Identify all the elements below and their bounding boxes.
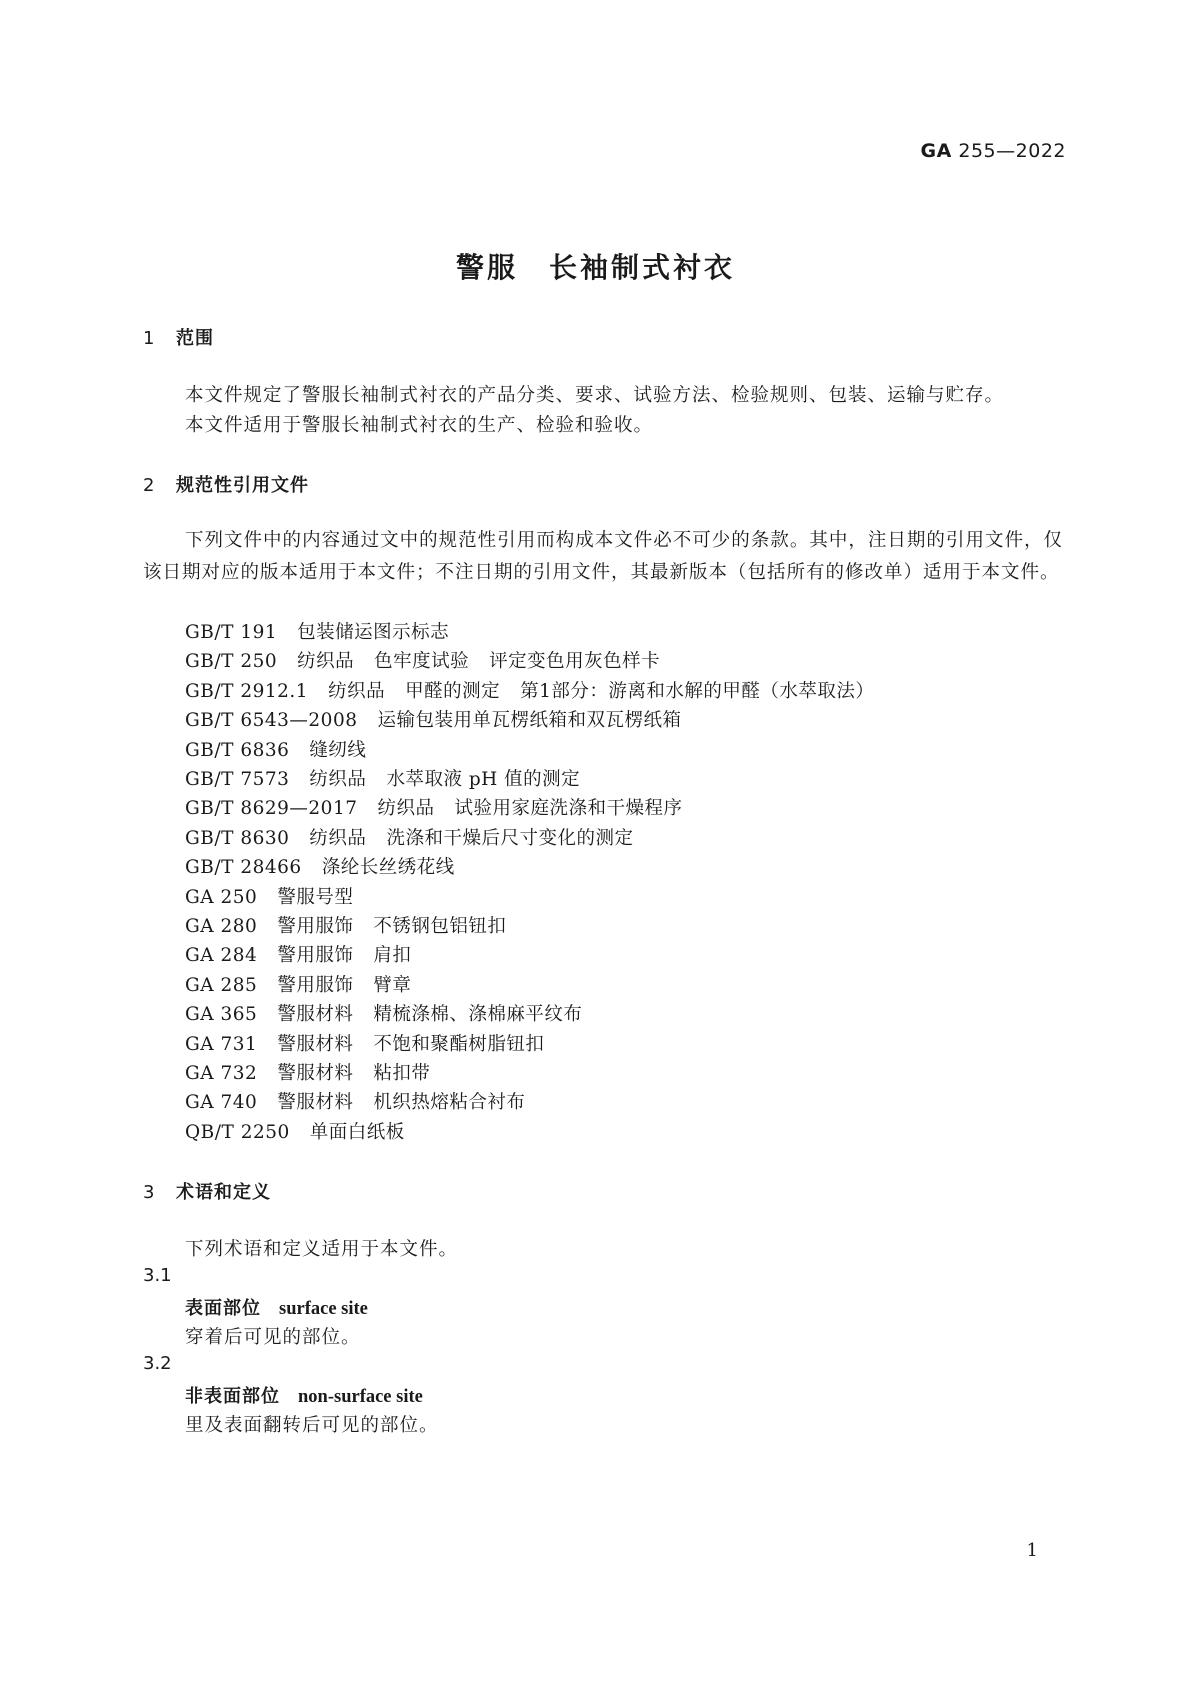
reference-title-part: 警服材料 bbox=[277, 1004, 354, 1026]
section-title: 范围 bbox=[176, 328, 214, 349]
reference-item bbox=[185, 794, 683, 820]
reference-title-part: 纺织品 bbox=[328, 680, 386, 702]
reference-code: GB/T 6543—2008 bbox=[185, 710, 358, 732]
section-2-intro: 下列文件中的内容通过文中的规范性引用而构成本文件必不可少的条款。其中，注日期的引用文件，仅该日期对应的版本适用于本文件；不注日期的引用文件，其最新版本（包括所有的修改单）适用于本文件。 bbox=[143, 530, 1063, 583]
document-code-number: 255—2022 bbox=[958, 140, 1066, 162]
reference-title-part: 涤纶长丝绣花线 bbox=[321, 857, 455, 879]
reference-item bbox=[185, 1118, 405, 1144]
section-1-paragraph: 本文件规定了警服长袖制式衬衣的产品分类、要求、试验方法、检验规则、包装、运输与贮存。 bbox=[185, 385, 1005, 406]
reference-title-part: 警用服饰 bbox=[277, 974, 354, 996]
term-en: surface site bbox=[279, 1299, 368, 1319]
reference-item bbox=[185, 1059, 430, 1085]
reference-item bbox=[185, 647, 660, 673]
reference-code: GA 285 bbox=[185, 974, 258, 996]
reference-title-part: 纺织品 bbox=[297, 651, 355, 673]
document-title: 警服 长袖制式衬衣 bbox=[455, 251, 735, 284]
reference-title-part: 警服号型 bbox=[277, 886, 354, 908]
reference-title-part: 不饱和聚酯树脂钮扣 bbox=[373, 1033, 545, 1055]
reference-title-part: 警服材料 bbox=[277, 1033, 354, 1055]
reference-item bbox=[185, 765, 580, 791]
section-3-heading bbox=[143, 1178, 271, 1204]
section-number: 2 bbox=[143, 475, 156, 496]
reference-item bbox=[185, 1000, 582, 1026]
reference-code: GB/T 6836 bbox=[185, 739, 290, 761]
reference-title-part: 机织热熔粘合衬布 bbox=[373, 1092, 526, 1114]
section-1-heading bbox=[143, 324, 214, 350]
reference-code: GB/T 8630 bbox=[185, 827, 290, 849]
reference-item bbox=[185, 1088, 525, 1114]
reference-item bbox=[185, 706, 682, 732]
reference-item bbox=[185, 1030, 544, 1056]
reference-title-part: 警用服饰 bbox=[277, 945, 354, 967]
reference-item bbox=[185, 736, 366, 762]
reference-code: QB/T 2250 bbox=[185, 1121, 290, 1143]
section-number: 3 bbox=[143, 1182, 156, 1203]
reference-title-part: 臂章 bbox=[373, 974, 412, 996]
reference-title-part: 警服材料 bbox=[277, 1092, 354, 1114]
reference-title-part: 第1部分：游离和水解的甲醛（水萃取法） bbox=[520, 680, 875, 702]
section-title: 术语和定义 bbox=[176, 1182, 271, 1203]
reference-code: GB/T 7573 bbox=[185, 769, 290, 790]
section-1-paragraph: 本文件适用于警服长袖制式衬衣的生产、检验和验收。 bbox=[185, 415, 654, 436]
clause-number: 3.2 bbox=[143, 1353, 172, 1374]
reference-title-part: 单面白纸板 bbox=[309, 1121, 405, 1143]
term-zh: 表面部位 bbox=[185, 1298, 261, 1319]
reference-title-part: 纺织品 bbox=[377, 798, 435, 820]
reference-item bbox=[185, 883, 353, 909]
reference-title-part: 色牢度试验 bbox=[374, 651, 470, 673]
reference-title-part: 粘扣带 bbox=[373, 1063, 431, 1084]
reference-item bbox=[185, 971, 411, 997]
page-number: 1 bbox=[1026, 1540, 1038, 1561]
reference-code: GA 731 bbox=[185, 1033, 258, 1055]
term-en: non-surface site bbox=[298, 1387, 423, 1407]
reference-code: GA 740 bbox=[185, 1092, 258, 1114]
section-2-heading bbox=[143, 471, 309, 497]
reference-title-part: 甲醛的测定 bbox=[405, 680, 501, 702]
reference-title-part: 警服材料 bbox=[277, 1063, 354, 1084]
reference-code: GA 365 bbox=[185, 1004, 258, 1026]
term-definition: 里及表面翻转后可见的部位。 bbox=[185, 1415, 439, 1436]
term-zh: 非表面部位 bbox=[185, 1386, 280, 1407]
reference-item bbox=[185, 853, 455, 879]
section-title: 规范性引用文件 bbox=[176, 475, 309, 496]
term-heading bbox=[185, 1382, 423, 1408]
reference-title-part: 纺织品 bbox=[309, 769, 367, 790]
reference-title-part: 不锈钢包铝钮扣 bbox=[373, 916, 507, 937]
section-3-intro: 下列术语和定义适用于本文件。 bbox=[185, 1239, 459, 1260]
reference-title-part: 警用服饰 bbox=[277, 916, 354, 937]
reference-item bbox=[185, 824, 633, 850]
reference-code: GA 280 bbox=[185, 916, 258, 937]
reference-code: GB/T 2912.1 bbox=[185, 680, 309, 702]
reference-title-part: 试验用家庭洗涤和干燥程序 bbox=[454, 798, 683, 820]
reference-title-part: 缝纫线 bbox=[309, 739, 367, 761]
reference-title-part: 肩扣 bbox=[373, 945, 412, 967]
reference-title-part: 水萃取液 pH 值的测定 bbox=[386, 769, 581, 790]
reference-title-part: 洗涤和干燥后尺寸变化的测定 bbox=[386, 827, 634, 849]
reference-code: GB/T 250 bbox=[185, 651, 278, 673]
reference-title-part: 运输包装用单瓦楞纸箱和双瓦楞纸箱 bbox=[377, 710, 682, 732]
reference-code: GB/T 191 bbox=[185, 622, 278, 643]
clause-number: 3.1 bbox=[143, 1265, 172, 1286]
reference-title-part: 精梳涤棉、涤棉麻平纹布 bbox=[373, 1004, 583, 1026]
reference-code: GB/T 28466 bbox=[185, 857, 302, 879]
reference-title-part: 纺织品 bbox=[309, 827, 367, 849]
reference-code: GA 732 bbox=[185, 1063, 258, 1084]
reference-code: GB/T 8629—2017 bbox=[185, 798, 358, 820]
document-code bbox=[921, 140, 1066, 162]
reference-code: GA 250 bbox=[185, 886, 258, 908]
document-code-prefix: GA bbox=[920, 140, 952, 162]
term-definition: 穿着后可见的部位。 bbox=[185, 1327, 361, 1348]
reference-code: GA 284 bbox=[185, 945, 258, 967]
reference-item bbox=[185, 912, 506, 938]
term-heading bbox=[185, 1294, 368, 1320]
reference-item bbox=[185, 941, 411, 967]
reference-item bbox=[185, 677, 874, 703]
reference-title-part: 包装储运图示标志 bbox=[297, 622, 450, 643]
section-number: 1 bbox=[143, 328, 156, 349]
reference-item bbox=[185, 618, 449, 644]
reference-title-part: 评定变色用灰色样卡 bbox=[489, 651, 661, 673]
